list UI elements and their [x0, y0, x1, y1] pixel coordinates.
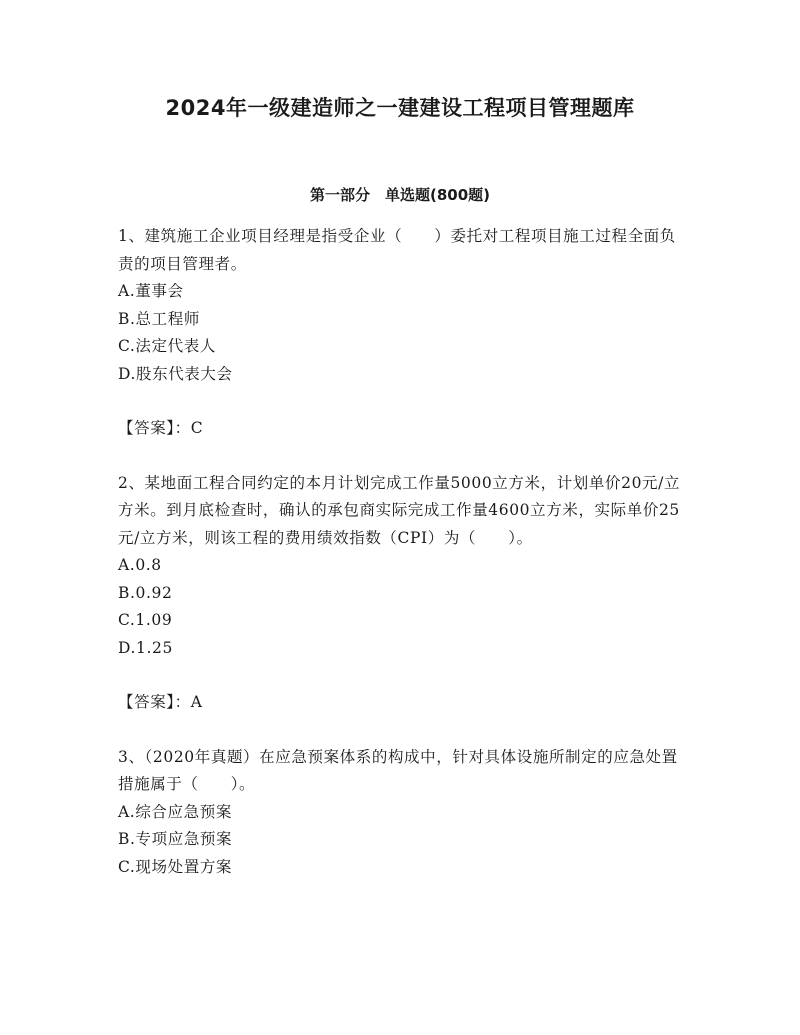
option-b: B.总工程师 — [118, 309, 200, 328]
question-list — [118, 223, 688, 881]
question-item — [118, 470, 688, 717]
question-stem: 1、建筑施工企业项目经理是指受企业（ ）委托对工程项目施工过程全面负责的项目管理者。 — [118, 227, 676, 273]
option-a: A.董事会 — [118, 282, 184, 300]
option-a: A.综合应急预案 — [118, 802, 232, 821]
question-item — [118, 223, 688, 443]
question-item — [118, 744, 688, 882]
option-b: B.专项应急预案 — [118, 830, 233, 848]
question-stem: 3、（2020年真题）在应急预案体系的构成中，针对具体设施所制定的应急处置措施属于（ ）。 — [118, 747, 678, 793]
option-b: B.0.92 — [118, 583, 173, 602]
option-c: C.1.09 — [118, 611, 173, 629]
question-stem: 2、某地面工程合同约定的本月计划完成工作量5000立方米，计划单价20元/立方米。到月底检查时，确认的承包商实际完成工作量4600立方米，实际单价25元/立方米，则该工程的费用绩效指数（CPI）为（ ）。 — [118, 473, 681, 547]
option-a: A.0.8 — [118, 556, 162, 574]
option-c: C.法定代表人 — [118, 337, 216, 355]
answer-line: 【答案】：A — [118, 693, 203, 711]
option-c: C.现场处置方案 — [118, 857, 233, 876]
option-d: D.1.25 — [118, 638, 173, 657]
document-title: 2024年一级建造师之一建建设工程项目管理题库 — [165, 96, 635, 120]
option-d: D.股东代表大会 — [118, 364, 233, 383]
section-title: 第一部分 单选题(800题) — [309, 186, 491, 204]
answer-line: 【答案】：C — [118, 419, 204, 437]
